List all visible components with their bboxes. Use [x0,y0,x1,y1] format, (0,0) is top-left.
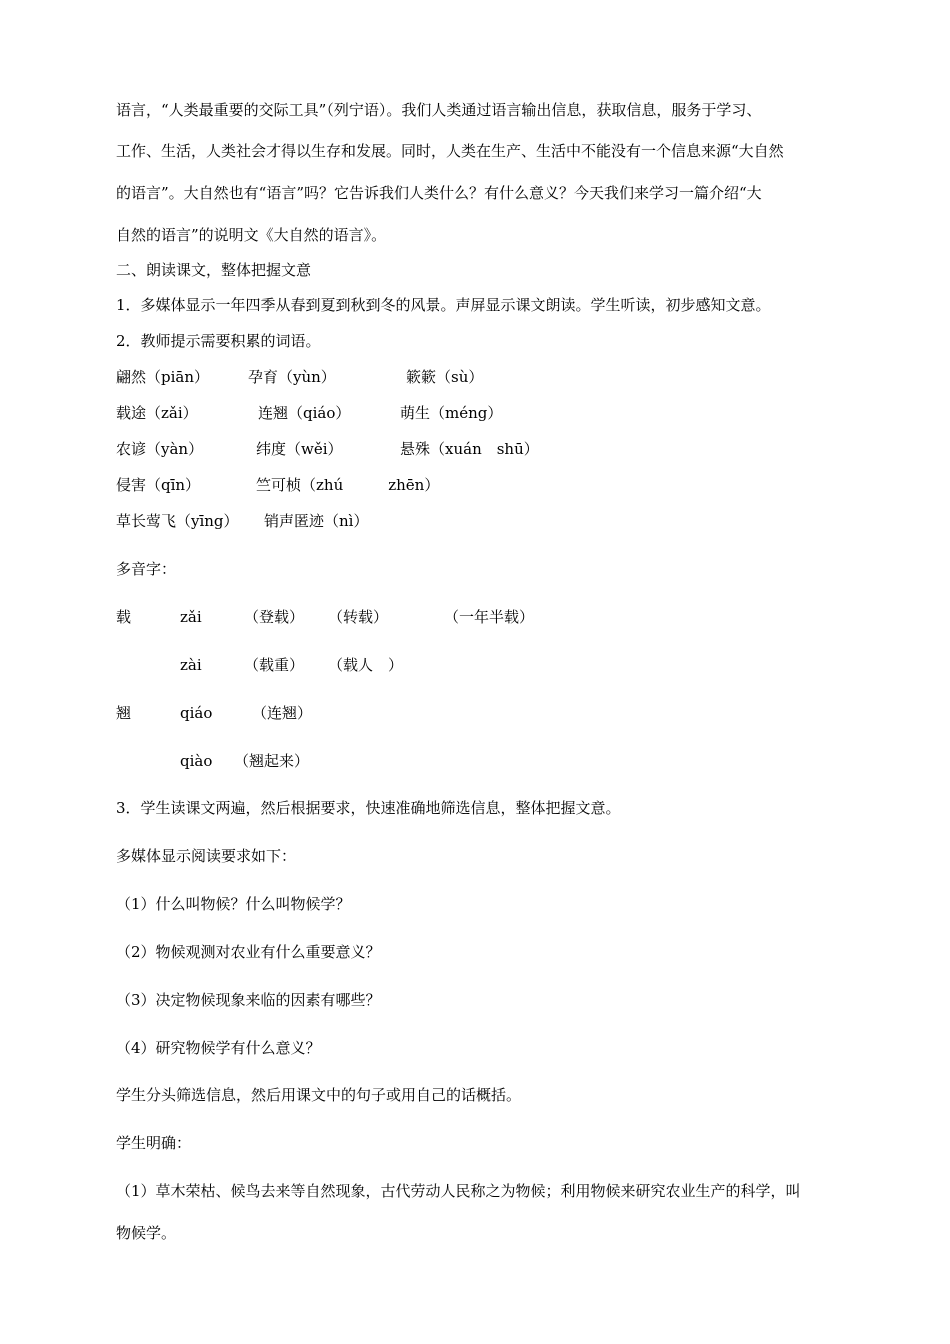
reading-requirements-heading: 多媒体显示阅读要求如下： [116,847,297,865]
answer-1-line-2: 物候学。 [116,1224,177,1242]
example-word: （一年半载） [444,608,535,626]
polyphone-char: 翘 [116,704,132,722]
vocab-item: 纬度（wěi） [256,440,343,458]
vocab-item: 连翘（qiáo） [258,404,351,422]
vocab-item: 簌簌（sù） [406,368,484,386]
question-3: （3）决定物候现象来临的因素有哪些？ [116,991,381,1009]
intro-line-4: 自然的语言”的说明文《大自然的语言》。 [116,226,387,244]
student-clear: 学生明确： [116,1134,192,1152]
example-word: （登载） [244,608,305,626]
example-word: （载重） [244,656,305,674]
example-word: （载人 ） [328,656,404,674]
section-heading: 二、朗读课文，整体把握文意 [116,261,312,279]
vocab-item: 农谚（yàn） [116,440,204,458]
pinyin: qiáo [180,704,213,722]
vocab-item: 侵害（qīn） [116,476,201,494]
question-1: （1）什么叫物候？什么叫物候学？ [116,895,351,913]
question-2: （2）物候观测对农业有什么重要意义？ [116,943,381,961]
vocab-item: 竺可桢（zhú zhēn） [256,476,440,494]
pinyin: zǎi [180,608,202,626]
step-2: 2．教师提示需要积累的词语。 [116,332,321,350]
question-4: （4）研究物候学有什么意义？ [116,1039,321,1057]
vocab-item: 载途（zǎi） [116,404,198,422]
student-task: 学生分头筛选信息，然后用课文中的句子或用自己的话概括。 [116,1086,522,1104]
example-word: （翘起来） [234,752,310,770]
intro-line-3: 的语言”。大自然也有“语言”吗？它告诉我们人类什么？有什么意义？今天我们来学习一篇介绍“大 [116,184,762,202]
example-word: （转载） [328,608,389,626]
example-word: （连翘） [252,704,313,722]
vocab-item: 悬殊（xuán shū） [400,440,539,458]
step-1: 1．多媒体显示一年四季从春到夏到秋到冬的风景。声屏显示课文朗读。学生听读，初步感知文意。 [116,296,771,314]
polyphone-heading: 多音字： [116,560,177,578]
pinyin: zài [180,656,202,674]
answer-1-line-1: （1）草木荣枯、候鸟去来等自然现象，古代劳动人民称之为物候；利用物候来研究农业生产的科学，叫 [116,1182,801,1200]
pinyin: qiào [180,752,213,770]
vocab-item: 萌生（méng） [400,404,503,422]
intro-line-2: 工作、生活，人类社会才得以生存和发展。同时，人类在生产、生活中不能没有一个信息来源“大自然 [116,142,784,160]
vocab-item: 翩然（piān） [116,368,210,386]
polyphone-char: 载 [116,608,132,626]
step-3: 3．学生读课文两遍，然后根据要求，快速准确地筛选信息，整体把握文意。 [116,799,621,817]
vocab-item: 孕育（yùn） [248,368,336,386]
vocab-item: 销声匿迹（nì） [264,512,369,530]
vocab-item: 草长莺飞（yīng） [116,512,239,530]
intro-line-1: 语言，“人类最重要的交际工具”（列宁语）。我们人类通过语言输出信息，获取信息，服务于学习、 [116,101,762,119]
